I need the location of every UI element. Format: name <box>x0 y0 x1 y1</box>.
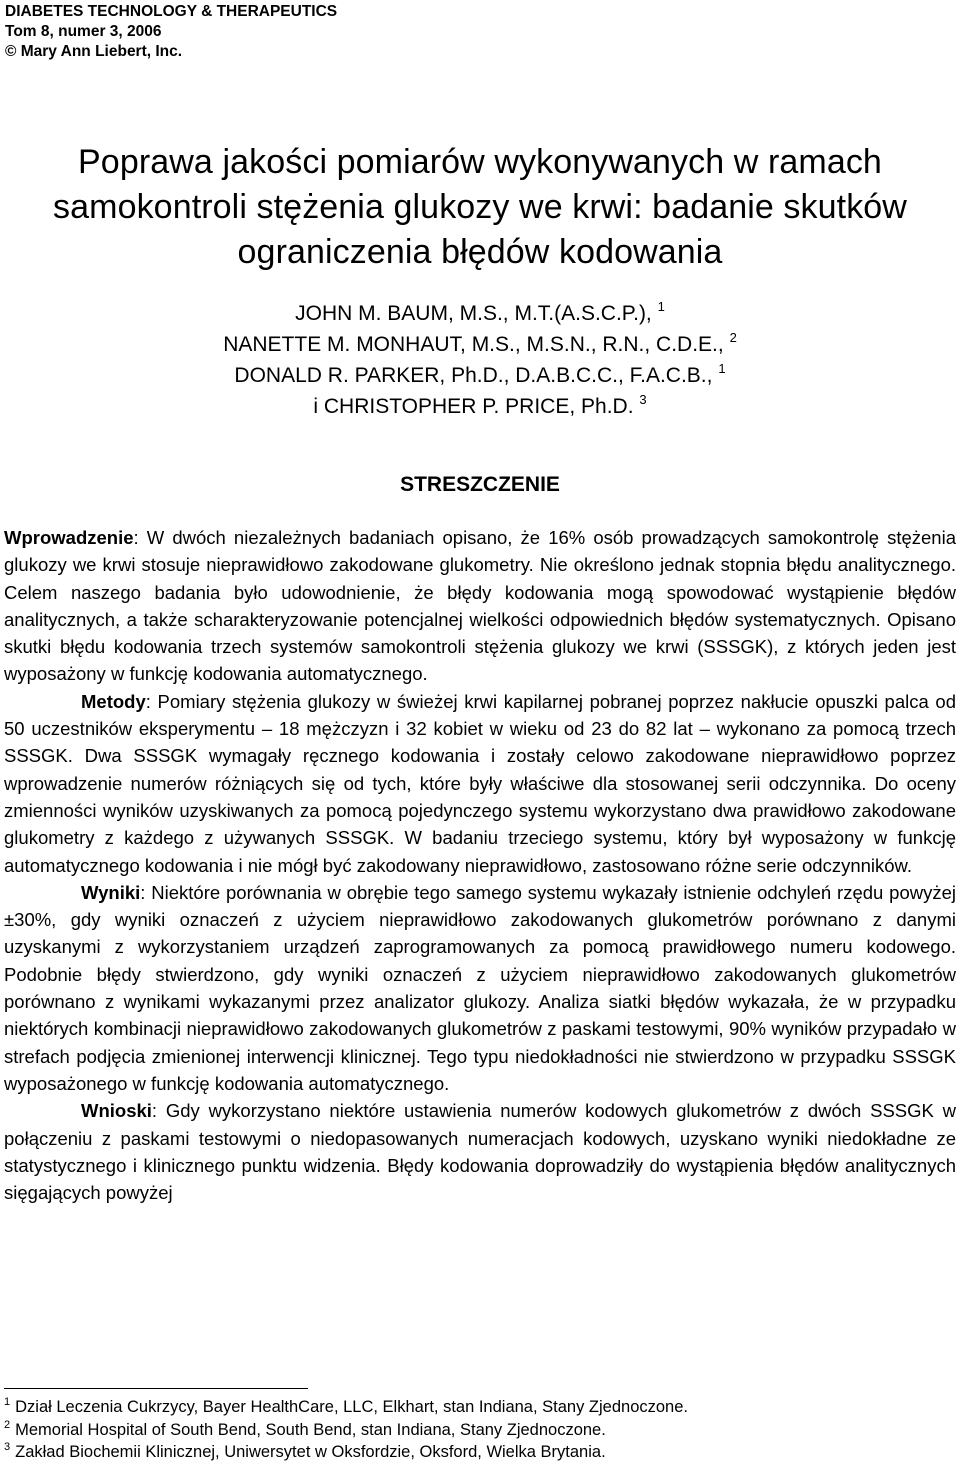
footnote-text: Zakład Biochemii Klinicznej, Uniwersytet w Oksfordzie, Oksford, Wielka Brytania. <box>15 1443 606 1461</box>
conclusions-label: Wnioski <box>81 1100 152 1122</box>
methods-label: Metody <box>81 690 146 712</box>
abstract-methods <box>4 688 956 879</box>
author-list <box>0 298 960 422</box>
author-affiliation-mark: 3 <box>639 392 647 407</box>
author-affiliation-mark: 1 <box>718 361 726 376</box>
article-title <box>0 140 960 275</box>
author-name: DONALD R. PARKER, Ph.D., D.A.B.C.C., F.A.C.B., <box>234 364 713 387</box>
copyright-line: © Mary Ann Liebert, Inc. <box>5 43 183 60</box>
methods-text: : Pomiary stężenia glukozy w świeżej krwi kapilarnej pobranej poprzez nakłucie opuszki palca od 50 uczestników eksperymentu – 18 mężczyzn i 32 kobiet w wieku od 23 do 82 lat – wykonano za pomocą trzech SSSGK. Dwa SSSGK wymagały ręcznego kodowania i zostały celowo zakodowane nieprawidłowo poprzez wprowadzenie numerów różniących się od tych, które były właściwe dla stosowanej serii odczynnika. Do oceny zmienności wyników uzyskiwanych za pomocą pojedynczego systemu wykorzystano dwa prawidłowo zakodowane glukometry z każdego z używanych SSSGK. W badaniu trzeciego systemu, który był wyposażony w funkcję automatycznego kodowania i nie mógł być zakodowany nieprawidłowo, zastosowano różne serie odczynników. <box>4 690 956 876</box>
author-line <box>0 360 960 391</box>
author-affiliation-mark: 2 <box>729 330 737 345</box>
footnote <box>4 1441 688 1464</box>
footnote <box>4 1419 688 1442</box>
results-text: : Niektóre porównania w obrębie tego samego systemu wykazały istnienie odchyleń rzędu powyżej ±30%, gdy wyniki oznaczeń z użyciem nieprawidłowo zakodowanych glukometrów porównano z danymi uzyskanymi z wykorzystaniem urządzeń zaprogramowanych za pomocą prawidłowego numeru kodowego. Podobnie błędy stwierdzono, gdy wyniki oznaczeń z użyciem nieprawidłowo zakodowanych glukometrów porównano z wynikami wykazanymi przez analizator glukozy. Analiza siatki błędów wykazała, że w przypadku niektórych kombinacji nieprawidłowo zakodowanych glukometrów z paskami testowymi, 90% wyników przypadało w strefach podjęcia zmienionej interwencji klinicznej. Tego typu niedokładności nie stwierdzono w przypadku SSSGK wyposażonego w funkcję kodowania automatycznego. <box>4 881 956 1094</box>
journal-name: DIABETES TECHNOLOGY & THERAPEUTICS <box>5 3 338 20</box>
author-line <box>0 329 960 360</box>
journal-issue: Tom 8, numer 3, 2006 <box>5 23 162 40</box>
author-name: i CHRISTOPHER P. PRICE, Ph.D. <box>313 395 634 418</box>
footnote-number: 1 <box>4 1396 11 1408</box>
footnote <box>4 1396 688 1419</box>
abstract-heading: STRESZCZENIE <box>400 473 560 496</box>
abstract-conclusions <box>4 1097 956 1206</box>
author-line <box>0 391 960 422</box>
author-name: NANETTE M. MONHAUT, M.S., M.S.N., R.N., C.D.E., <box>223 333 724 356</box>
abstract-introduction <box>4 524 956 688</box>
author-affiliation-mark: 1 <box>657 299 665 314</box>
footnote-number: 2 <box>4 1418 11 1431</box>
title-line-1: Poprawa jakości pomiarów wykonywanych w ramach <box>78 143 882 181</box>
abstract-body <box>4 524 956 1206</box>
author-name: JOHN M. BAUM, M.S., M.T.(A.S.C.P.), <box>295 302 652 325</box>
introduction-text: : W dwóch niezależnych badaniach opisano, że 16% osób prowadzących samokontrolę stężenia glukozy we krwi stosuje nieprawidłowo zakodowane glukometry. Nie określono jednak stopnia błędu analitycznego. Celem naszego badania było udowodnienie, że błędy kodowania mogą spowodować wystąpienie błędów analitycznych, a także scharakteryzowanie potencjalnej wielkości odpowiednich błędów systematycznych. Opisano skutki błędu kodowania trzech systemów samokontroli stężenia glukozy we krwi (SSSGK), z których jeden jest wyposażony w funkcję kodowania automatycznego. <box>4 527 956 685</box>
footnotes <box>4 1396 688 1464</box>
footnote-text: Dział Leczenia Cukrzycy, Bayer HealthCare, LLC, Elkhart, stan Indiana, Stany Zjednoczone. <box>15 1398 688 1416</box>
conclusions-text: : Gdy wykorzystano niektóre ustawienia numerów kodowych glukometrów z dwóch SSSGK w połączeniu z paskami testowymi o niedopasowanych numeracjach kodowych, uzyskano wyniki niedokładne ze statystycznego i klinicznego punktu widzenia. Błędy kodowania doprowadziły do wystąpienia błędów analitycznych sięgających powyżej <box>4 1100 956 1204</box>
footnote-number: 3 <box>4 1441 11 1453</box>
author-line <box>0 298 960 329</box>
footnote-divider <box>4 1388 308 1389</box>
abstract-results <box>4 879 956 1097</box>
journal-header <box>5 2 337 62</box>
footnote-text: Memorial Hospital of South Bend, South Bend, stan Indiana, Stany Zjednoczone. <box>15 1420 606 1439</box>
introduction-label: Wprowadzenie <box>4 527 134 548</box>
title-line-2: samokontroli stężenia glukozy we krwi: badanie skutków <box>53 188 907 226</box>
title-line-3: ograniczenia błędów kodowania <box>237 233 723 271</box>
results-label: Wyniki <box>81 881 141 903</box>
